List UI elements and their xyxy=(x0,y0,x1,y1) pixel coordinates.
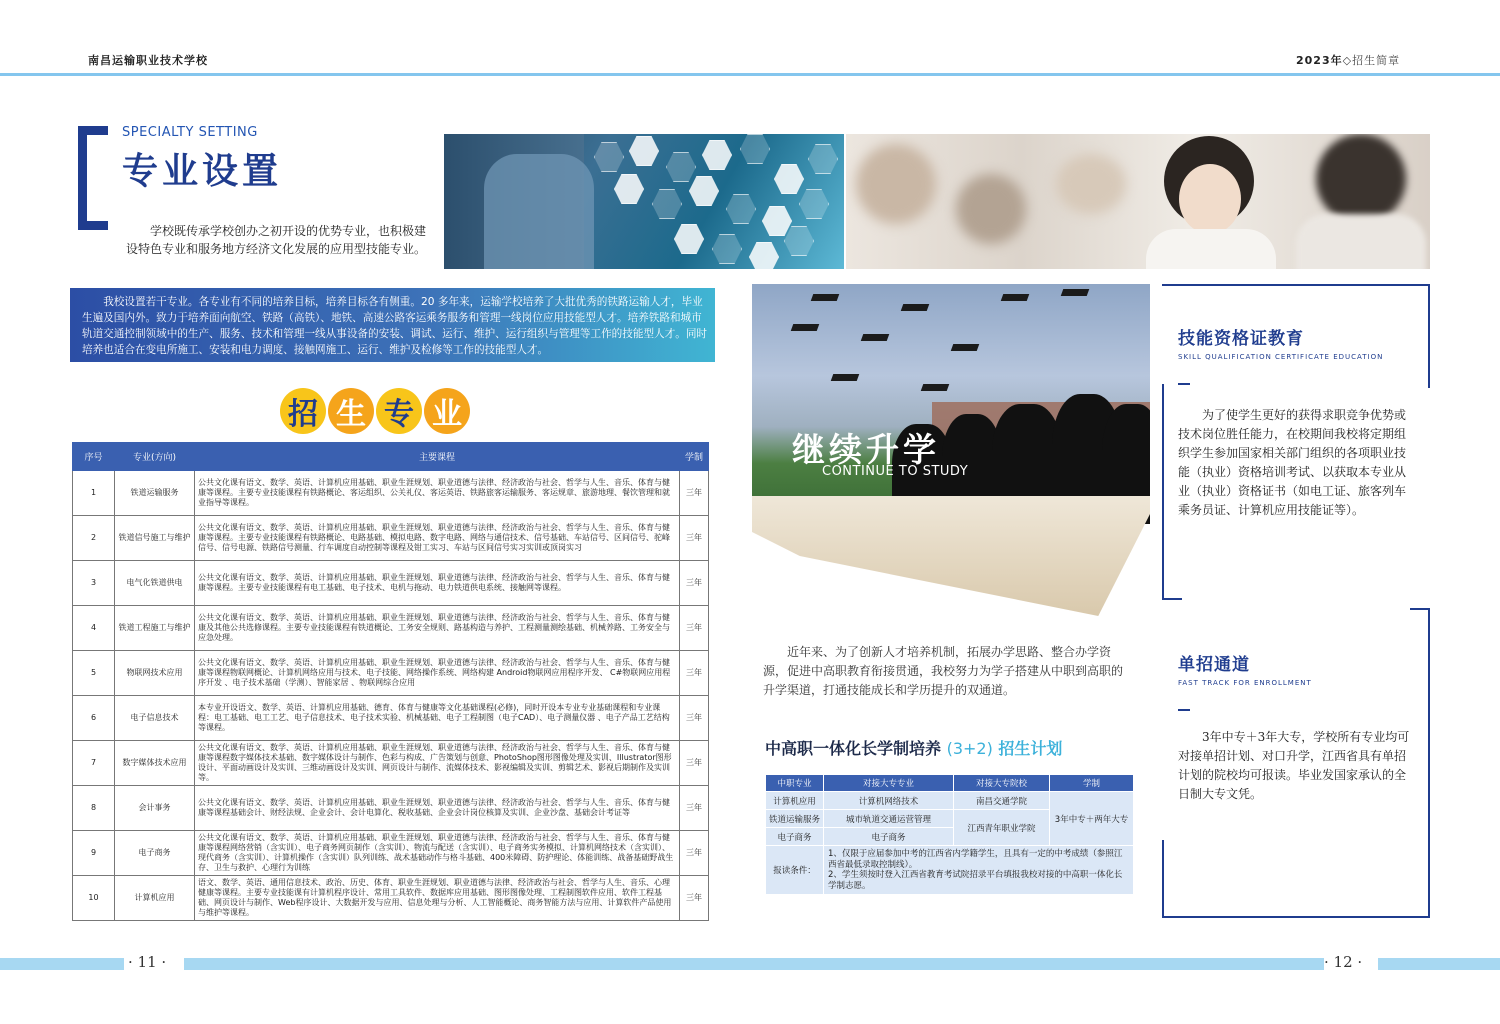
row-no: 3 xyxy=(73,561,115,606)
row-major: 电子商务 xyxy=(115,831,195,876)
requirements-label: 报读条件： xyxy=(766,846,824,895)
row-duration: 3年中专＋两年大专 xyxy=(1050,792,1134,846)
row-courses: 公共文化课有语文、数学、英语、计算机应用基础、职业生涯规划、职业道德与法律、经济政治与社会、哲学与人生、音乐、体育与健康等课程网络营销（含实训）、电子商务网页制作（含实训）、物流与配送（含实训）、电子商务实务模拟、计算机网络技术（含实训）、现代商务（含实训）、计算机操作（含实训）队列训练、战术基础动作与格斗基础、400米障碍、防护理论、体能训练、战备基础野战生存、卫生与救护、心理行为训练 xyxy=(195,831,680,876)
frame-line xyxy=(1162,284,1430,286)
plan-title-formula: (3+2) xyxy=(946,739,993,758)
badge-char: 生 xyxy=(328,388,374,434)
table-row xyxy=(73,831,709,876)
table-row xyxy=(73,741,709,786)
row-major: 铁道信号施工与维护 xyxy=(115,516,195,561)
row-major: 电子商务 xyxy=(766,828,824,846)
row-no: 2 xyxy=(73,516,115,561)
row-courses: 公共文化课有语文、数学、英语、计算机应用基础、职业生涯规划、职业道德与法律、经济政治与社会、哲学与人生、音乐、体育与健康等课程。主要专业技能课程有铁路概论、电路基础、模拟电路、数字电路、网络与通信技术、信号基础、车站信号、区间信号、驼峰信号、信号电源、铁路信号测量、行车调度自动控制等课程及钳工实习、车站与区间信号实习实训或顶岗实习 xyxy=(195,516,680,561)
school-overview-band xyxy=(70,288,715,362)
badge-char: 招 xyxy=(280,388,326,434)
frame-line xyxy=(1428,284,1430,388)
row-courses: 公共文化课有语文、数学、英语、计算机应用基础、职业生涯规划、职业道德与法律、经济政治与社会、哲学与人生、音乐、体育与健康等课程物联网概论、计算机网络应用与技术、电子技能、网络操作系统、网络构建 Android物联网应用程序开发、 C#物联网应用程序开发 、电子技术基础（学测）、智能家居 、物联网综合应用 xyxy=(195,651,680,696)
row-years: 三年 xyxy=(680,831,709,876)
frame-line xyxy=(1162,840,1164,918)
row-major: 数字媒体技术应用 xyxy=(115,741,195,786)
plan-title xyxy=(765,736,1062,759)
section-title-cn: 专业设置 xyxy=(122,151,283,192)
row-college-major: 电子商务 xyxy=(824,828,954,846)
table-row xyxy=(73,876,709,921)
row-major: 计算机应用 xyxy=(115,876,195,921)
row-years: 三年 xyxy=(680,696,709,741)
col-duration: 学制 xyxy=(1050,775,1134,792)
dash-decoration xyxy=(1178,709,1190,711)
row-no: 6 xyxy=(73,696,115,741)
enrollment-majors-title xyxy=(280,388,470,434)
row-college-major: 城市轨道交通运营管理 xyxy=(824,810,954,828)
single-title: 单招通道 xyxy=(1178,655,1250,675)
row-major: 铁道运输服务 xyxy=(115,471,195,516)
row-major: 电气化铁道供电 xyxy=(115,561,195,606)
frame-line xyxy=(1410,608,1430,610)
row-courses: 语文、数学、英语、通用信息技术、政治、历史、体育、职业生涯规划、职业道德与法律、经济政治与社会、哲学与人生、音乐、心理健康等课程。主要专业技能课有计算机程序设计、常用工具软件、数据库应用基础、图形图像处理、工程制图软件应用、软件工程基础、网页设计与制作、Web程序设计、大数据开发与应用、信息处理与分析、人工智能概论、商务智能方法与应用、计算软件产品使用与维护等课程。 xyxy=(195,876,680,921)
row-major: 计算机应用 xyxy=(766,792,824,810)
title-bracket-decoration xyxy=(78,126,108,230)
row-years: 三年 xyxy=(680,876,709,921)
continue-study-paragraph: 近年来、为了创新人才培养机制，拓展办学思路、整合办学资源，促进中高职教育衔接贯通，我校努力为学子搭建从中职到高职的升学渠道，打通技能成长和学历提升的双通道。 xyxy=(763,645,1124,697)
continue-study-subtitle: CONTINUE TO STUDY xyxy=(822,464,969,479)
open-book-shape xyxy=(752,496,1150,616)
table-header-row xyxy=(73,443,709,471)
requirements xyxy=(824,846,1134,895)
frame-line xyxy=(1428,608,1430,918)
majors-table xyxy=(72,442,709,921)
guide-label: 招生简章 xyxy=(1352,54,1401,67)
overview-paragraph: 我校设置若干专业。各专业有不同的培养目标，培养目标各有侧重。20 多年来，运输学校培养了大批优秀的铁路运输人才，毕业生遍及国内外。致力于培养面向航空、铁路（高铁）、地铁、高速公路客运乘务服务和管理一线岗位应用技能型人才。培养铁路和城市轨道交通控制领域中的生产、服务、技术和管理一线从事设备的安装、调试、运行、维护、运行组织与管理等工作的技能型人才。同时培养也适合在变电所施工、安装和电力调度、接触网施工、运行、维护及检修等工作的技能型人才。 xyxy=(82,296,708,356)
row-years: 三年 xyxy=(680,471,709,516)
table-row xyxy=(73,516,709,561)
requirement-1: 1、仅限于应届参加中考的江西省内学籍学生，且具有一定的中考成绩（参照江西省最低录取控制线）。 xyxy=(828,849,1123,870)
single-title-en: FAST TRACK FOR ENROLLMENT xyxy=(1178,679,1312,687)
page-number-right: · 12 · xyxy=(1324,953,1363,971)
skill-section xyxy=(1178,324,1383,385)
frame-line xyxy=(1162,384,1164,600)
row-years: 三年 xyxy=(680,741,709,786)
section-title-en: SPECIALTY SETTING xyxy=(122,125,258,140)
brochure-title xyxy=(1296,52,1400,68)
page-number-left: · 11 · xyxy=(128,953,167,971)
skill-title-en: SKILL QUALIFICATION CERTIFICATE EDUCATION xyxy=(1178,353,1384,361)
table-row xyxy=(766,792,1134,810)
badge-char: 专 xyxy=(376,388,422,434)
row-no: 7 xyxy=(73,741,115,786)
row-years: 三年 xyxy=(680,786,709,831)
row-college: 南昌交通学院 xyxy=(954,792,1050,810)
lab-technology-image xyxy=(444,134,844,269)
single-section xyxy=(1178,650,1312,711)
table-row xyxy=(73,786,709,831)
table-row xyxy=(73,606,709,651)
col-college: 对接大专院校 xyxy=(954,775,1050,792)
col-no: 序号 xyxy=(73,443,115,471)
continue-study-title: 继续升学 xyxy=(792,430,940,469)
graduation-photo xyxy=(752,284,1150,514)
row-no: 5 xyxy=(73,651,115,696)
col-courses: 主要课程 xyxy=(195,443,680,471)
row-no: 9 xyxy=(73,831,115,876)
skill-title: 技能资格证教育 xyxy=(1178,329,1304,349)
row-no: 4 xyxy=(73,606,115,651)
plan-table xyxy=(765,774,1134,895)
row-courses: 公共文化课有语文、数学、英语、计算机应用基础、职业生涯规划、职业道德与法律、经济政治与社会、哲学与人生、音乐、体育与健康等课程。主要专业技能课程有铁路概论、客运组织、公关礼仪、客运英语、铁路旅客运输服务、客运规章、旅游地理、餐饮管理和就业指导等课程。 xyxy=(195,471,680,516)
row-no: 1 xyxy=(73,471,115,516)
plan-title-suffix: 招生计划 xyxy=(998,739,1063,758)
footer-bar xyxy=(184,958,1324,970)
single-body: 3年中专＋3年大专，学校所有专业均可对接单招计划、对口升学，江西省具有单招计划的院校均可报读。毕业发国家承认的全日制大专文凭。 xyxy=(1178,730,1410,801)
row-courses: 公共文化课有语文、数学、英语、计算机应用基础、职业生涯规划、职业道德与法律、经济政治与社会、哲学与人生、音乐、体育与健康及其他公共选修课程。主要专业技能课程有铁道概论、工务安全规则、路基构造与养护、工程测量测绘基础、机械养路、工务安全与应急处理。 xyxy=(195,606,680,651)
col-years: 学制 xyxy=(680,443,709,471)
col-college-major: 对接大专专业 xyxy=(824,775,954,792)
skill-body: 为了使学生更好的获得求职竞争优势或技术岗位胜任能力，在校期间我校将定期组织学生参加国家相关部门组织的各项职业技能（执业）资格培训考试、以获取本专业从业（执业）资格证书（如电工证、旅客列车乘务员证、计算机应用技能证等）。 xyxy=(1178,408,1407,517)
row-major: 会计事务 xyxy=(115,786,195,831)
table-row xyxy=(73,651,709,696)
year: 2023年 xyxy=(1296,54,1343,67)
table-row xyxy=(73,561,709,606)
row-major: 铁道运输服务 xyxy=(766,810,824,828)
row-no: 10 xyxy=(73,876,115,921)
row-courses: 公共文化课有语文、数学、英语、计算机应用基础、职业生涯规划、职业道德与法律、经济政治与社会、哲学与人生、音乐、体育与健康等课程。主要专业技能课程有电工基础、电子技术、电机与拖动、电力铁道供电系统、接触网等课程。 xyxy=(195,561,680,606)
row-major: 电子信息技术 xyxy=(115,696,195,741)
col-secondary-major: 中职专业 xyxy=(766,775,824,792)
frame-line xyxy=(1162,916,1430,918)
footer-bar xyxy=(1378,958,1500,970)
row-courses: 公共文化课有语文、数学、英语、计算机应用基础、职业生涯规划、职业道德与法律、经济政治与社会、哲学与人生、音乐、体育与健康等课程数字媒体技术基础、数字媒体设计与制作、色彩与构成、广告策划与创意、PhotoShop图形图像处理及实训、Illustrator图形设计、平面动画设计及实训、三维动画设计及实训、网页设计与制作、流媒体技术、影视编辑及实训、剪辑艺术、影视后期制作及实训等。 xyxy=(195,741,680,786)
row-college-major: 计算机网络技术 xyxy=(824,792,954,810)
separator-icon: ◇ xyxy=(1342,54,1353,67)
footer-bar xyxy=(0,958,124,970)
badge-char: 业 xyxy=(424,388,470,434)
table-row xyxy=(73,471,709,516)
requirement-2: 2、学生须按时登入江西省教育考试院招录平台填报我校对接的中高职一体化长学制志愿。 xyxy=(828,870,1123,891)
row-years: 三年 xyxy=(680,606,709,651)
table-row xyxy=(73,696,709,741)
dash-decoration xyxy=(1178,383,1190,385)
table-row xyxy=(766,846,1134,895)
table-header-row xyxy=(766,775,1134,792)
plan-title-main: 中高职一体化长学制培养 xyxy=(765,739,942,758)
row-courses: 公共文化课有语文、数学、英语、计算机应用基础、职业生涯规划、职业道德与法律、经济政治与社会、哲学与人生、音乐、体育与健康等课程基础会计、财经法规、企业会计、会计电算化、税收基础、企业会计岗位核算及实训、企业沙盘、基础会计考证等 xyxy=(195,786,680,831)
row-college: 江西青年职业学院 xyxy=(954,810,1050,846)
intro-paragraph: 学校既传承学校创办之初开设的优势专业，也积极建设特色专业和服务地方经济文化发展的应用型技能专业。 xyxy=(126,224,427,256)
row-no: 8 xyxy=(73,786,115,831)
school-name: 南昌运输职业技术学校 xyxy=(88,54,208,67)
col-major: 专业(方向) xyxy=(115,443,195,471)
continue-study-graphic xyxy=(752,284,1150,619)
row-years: 三年 xyxy=(680,561,709,606)
students-studying-image xyxy=(846,134,1430,269)
row-courses: 本专业开设语文、数学、英语、计算机应用基础、德育、体育与健康等文化基础课程(必修)，同时开设本专业专业基础课程和专业课程：电工基础、电工工艺、电子信息技术、电子技术实验、机械基础、电子工程制图（电子CAD）、电子测量仪器 、电子产品工艺结构等课程。 xyxy=(195,696,680,741)
header-divider xyxy=(0,73,1500,76)
row-major: 铁道工程施工与维护 xyxy=(115,606,195,651)
frame-line xyxy=(1162,598,1182,600)
row-years: 三年 xyxy=(680,516,709,561)
row-years: 三年 xyxy=(680,651,709,696)
row-major: 物联网技术应用 xyxy=(115,651,195,696)
